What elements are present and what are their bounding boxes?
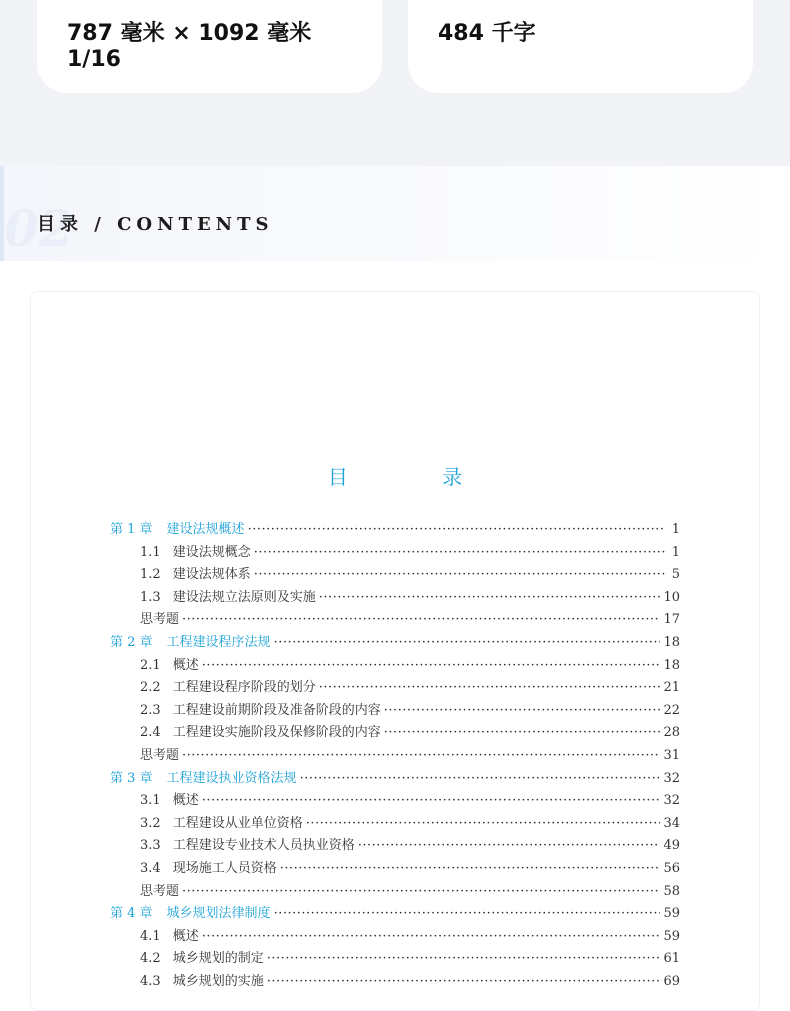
toc-entry-label: 概述: [172, 657, 199, 673]
toc-entry-row: [110, 587, 680, 610]
toc-entry-number: 第 4 章: [110, 906, 153, 922]
toc-entry-row: [110, 677, 680, 700]
toc-entry-number: 3.3: [140, 838, 161, 854]
toc-page-number: 31: [663, 747, 680, 763]
toc-dot-leader: [254, 564, 665, 587]
toc-entry-number: 4.3: [140, 973, 161, 989]
toc-dot-leader: [254, 542, 665, 565]
toc-entry-number: 4.1: [140, 928, 161, 944]
toc-entry-label: 工程建设实施阶段及保修阶段的内容: [172, 725, 381, 741]
toc-entry-label: 建设法规概述: [166, 522, 245, 537]
toc-page-number: 34: [663, 815, 680, 831]
toc-dot-leader: [267, 971, 661, 994]
toc-page-number: 18: [663, 634, 680, 650]
toc-entry-row: [110, 971, 680, 994]
toc-dot-leader: [202, 790, 661, 813]
toc-page-number: 28: [663, 725, 680, 741]
toc-entry-number: 3.4: [140, 860, 161, 876]
toc-entry-row: [110, 564, 680, 587]
toc-dot-leader: [300, 768, 661, 791]
toc-entry-row: [110, 835, 680, 858]
toc-page-number: 32: [663, 793, 680, 809]
toc-entry-label: 概述: [172, 793, 199, 809]
toc-entry-number: 4.2: [140, 951, 161, 967]
toc-entry-label: 思考题: [140, 747, 180, 763]
toc-entry-label: 工程建设专业技术人员执业资格: [172, 838, 355, 854]
toc-entry-number: 1.3: [140, 589, 161, 605]
toc-dot-leader: [280, 858, 661, 881]
toc-entry-row: [110, 926, 680, 949]
toc-entry-row: [110, 700, 680, 723]
toc-entry-label: 工程建设从业单位资格: [172, 815, 303, 831]
toc-entry-number: 2.3: [140, 702, 161, 718]
toc-entry-number: 第 1 章: [110, 522, 153, 537]
toc-entry-label: 工程建设前期阶段及准备阶段的内容: [172, 702, 381, 718]
toc-page-number: 21: [663, 680, 680, 696]
format-card: [37, 0, 382, 93]
toc-entry-number: 2.4: [140, 725, 161, 741]
toc-entry-row: [110, 858, 680, 881]
toc-entry-label: 思考题: [140, 612, 180, 628]
toc-chapter-row: [110, 768, 680, 791]
toc-dot-leader: [319, 587, 661, 610]
toc-page-number: 1: [671, 544, 680, 560]
word-count-card: [408, 0, 753, 93]
section-number-watermark: 02: [4, 199, 74, 258]
toc-entry-row: [110, 881, 680, 904]
contents-section-header: [0, 166, 790, 261]
toc-chapter-row: [110, 903, 680, 926]
toc-entry-label: 建设法规立法原则及实施: [172, 589, 316, 605]
toc-entry-row: [110, 813, 680, 836]
toc-entry-number: 第 2 章: [110, 634, 153, 650]
toc-dot-leader: [248, 519, 665, 542]
format-value: 787 毫米 × 1092 毫米 1/16: [67, 21, 312, 72]
toc-entry-label: 城乡规划的实施: [172, 973, 264, 989]
toc-page-number: 69: [663, 973, 680, 989]
word-count-value: 484 千字: [438, 21, 536, 46]
toc-page-number: 56: [663, 860, 680, 876]
toc-page-number: 5: [671, 567, 680, 583]
toc-dot-leader: [319, 677, 661, 700]
toc-entry-number: 3.1: [140, 793, 161, 809]
toc-entry-number: 第 3 章: [110, 770, 153, 786]
toc-dot-leader: [202, 926, 661, 949]
toc-entry-row: [110, 722, 680, 745]
section-title: 目录 / CONTENTS: [37, 214, 274, 235]
toc-entry-number: 1.2: [140, 567, 161, 583]
toc-dot-leader: [182, 609, 660, 632]
toc-entry-label: 概述: [172, 928, 199, 944]
toc-page-number: 59: [663, 906, 680, 922]
toc-page-number: 17: [663, 612, 680, 628]
toc-dot-leader: [384, 700, 661, 723]
toc-chapter-row: [110, 519, 680, 542]
toc-page-number: 18: [663, 657, 680, 673]
toc-entry-label: 工程建设程序阶段的划分: [172, 680, 316, 696]
toc-dot-leader: [274, 903, 661, 926]
top-info-area: [0, 0, 790, 166]
toc-entry-number: 2.1: [140, 657, 161, 673]
toc-entry-row: [110, 655, 680, 678]
toc-title: 目 录: [327, 465, 507, 489]
toc-entry-label: 思考题: [140, 883, 180, 899]
toc-dot-leader: [274, 632, 661, 655]
toc-dot-leader: [306, 813, 661, 836]
toc-entry-label: 城乡规划的制定: [172, 951, 264, 967]
toc-entry-label: 现场施工人员资格: [172, 860, 277, 876]
toc-page-number: 22: [663, 702, 680, 718]
toc-list: [110, 519, 680, 993]
toc-entry-label: 工程建设执业资格法规: [166, 770, 297, 786]
toc-dot-leader: [182, 881, 660, 904]
toc-entry-row: [110, 745, 680, 768]
toc-entry-number: 3.2: [140, 815, 161, 831]
toc-dot-leader: [384, 722, 661, 745]
toc-page-number: 49: [663, 838, 680, 854]
toc-page-number: 1: [671, 522, 680, 537]
toc-page-number: 59: [663, 928, 680, 944]
toc-entry-label: 城乡规划法律制度: [166, 906, 271, 922]
toc-entry-row: [110, 609, 680, 632]
toc-entry-label: 建设法规概念: [172, 544, 251, 560]
toc-dot-leader: [358, 835, 661, 858]
toc-page-number: 32: [663, 770, 680, 786]
toc-page-number: 10: [663, 589, 680, 605]
toc-entry-label: 建设法规体系: [172, 567, 251, 583]
toc-entry-row: [110, 948, 680, 971]
toc-dot-leader: [267, 948, 661, 971]
toc-entry-number: 2.2: [140, 680, 161, 696]
toc-entry-label: 工程建设程序法规: [166, 634, 271, 650]
toc-entry-row: [110, 542, 680, 565]
toc-chapter-row: [110, 632, 680, 655]
toc-entry-row: [110, 790, 680, 813]
toc-entry-number: 1.1: [140, 544, 161, 560]
toc-dot-leader: [202, 655, 661, 678]
toc-page-number: 61: [663, 951, 680, 967]
toc-dot-leader: [182, 745, 660, 768]
toc-page-number: 58: [663, 883, 680, 899]
